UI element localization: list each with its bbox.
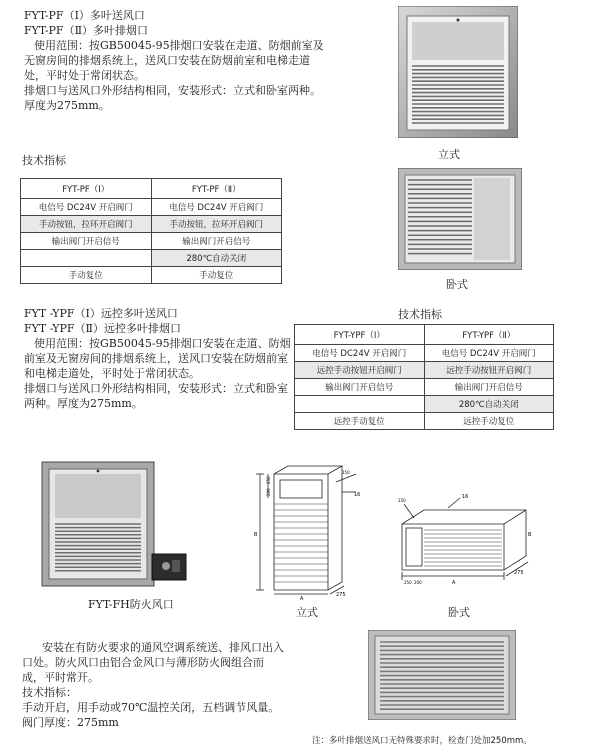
section1-paragraph-2: 排烟口与送风口外形结构相同，安装形式：立式和卧室两种。厚度为275mm。 — [24, 84, 321, 112]
table-header-cell: FYT-PF（Ⅱ） — [151, 179, 282, 199]
section1-spec-title: 技术指标 — [22, 154, 66, 167]
drawing-label: B — [254, 532, 258, 538]
table-header-row — [295, 325, 554, 345]
table-cell: 输出阀门开启信号 — [21, 233, 152, 250]
section3-paragraph-1: 安装在有防火要求的通风空调系统送、排风口出入口处。防火风口由铝合金风口与薄形防火阀组合而成，平时常开。 — [22, 641, 284, 684]
drawing-label: 16 — [462, 494, 469, 500]
section2-spec-title: 技术指标 — [398, 308, 442, 321]
section1-spec-table — [20, 178, 282, 284]
table-row — [295, 396, 554, 413]
table-cell: 电信号 DC24V 开启阀门 — [151, 199, 282, 216]
table-header-cell: FYT-YPF（Ⅰ） — [295, 325, 425, 345]
drawing-label: A — [452, 580, 456, 586]
section1-title-2: FYT-PF（Ⅱ）多叶排烟口 — [24, 24, 149, 37]
table-cell: 输出阀门开启信号 — [151, 233, 282, 250]
table-cell: 手动复位 — [151, 267, 282, 284]
footnote: 注：多叶排烟送风口无特殊要求时，检查门处加250mm。 — [312, 736, 532, 746]
drawing-label: 275 — [514, 570, 524, 576]
table-header-row — [21, 179, 282, 199]
horizontal-drawing-caption: 卧式 — [448, 606, 470, 619]
drawing-label: 200 — [266, 488, 271, 496]
table-cell: 电信号 DC24V 开启阀门 — [295, 345, 425, 362]
section2-title-2: FYT -YPF（Ⅱ）远控多叶排烟口 — [24, 322, 182, 335]
drawing-label: 16 — [354, 492, 361, 498]
section2-title-1: FYT -YPF（Ⅰ）远控多叶送风口 — [24, 307, 178, 320]
drawing-label: B — [528, 532, 532, 538]
horizontal-caption: 卧式 — [446, 278, 468, 291]
table-row — [295, 362, 554, 379]
section2-paragraph-2: 排烟口与送风口外形结构相同，安装形式：立式和卧室两种。厚度为275mm。 — [24, 382, 288, 410]
table-header-cell: FYT-PF（Ⅰ） — [21, 179, 152, 199]
table-cell: 电信号 DC24V 开启阀门 — [21, 199, 152, 216]
table-cell: 电信号 DC24V 开启阀门 — [424, 345, 554, 362]
table-row — [295, 379, 554, 396]
table-cell — [21, 250, 152, 267]
table-cell: 280℃自动关闭 — [424, 396, 554, 413]
table-cell: 手动复位 — [21, 267, 152, 284]
table-cell: 手动按钮，拉环开启阀门 — [21, 216, 152, 233]
table-cell: 280℃自动关闭 — [151, 250, 282, 267]
drawing-label: 250 — [404, 580, 412, 585]
grille-photo — [368, 630, 516, 720]
table-row — [21, 199, 282, 216]
horizontal-vent-photo — [398, 168, 522, 270]
drawing-label: 200 — [414, 580, 422, 585]
table-cell: 手动按钮，拉环开启阀门 — [151, 216, 282, 233]
fire-damper-caption: FYT-FH防火风口 — [88, 598, 174, 611]
vertical-vent-photo — [398, 6, 518, 138]
section3-spec-label: 技术指标： — [22, 686, 77, 699]
section3-spec-line: 手动开启，用手动或70℃温控关闭，五档调节风量。 — [22, 701, 280, 714]
section2-spec-table — [294, 324, 554, 430]
table-cell — [295, 396, 425, 413]
drawing-label: A — [300, 596, 304, 600]
drawing-label: 250 — [266, 476, 271, 484]
section1-title-1: FYT-PF（Ⅰ）多叶送风口 — [24, 9, 145, 22]
table-cell: 远控手动按钮开启阀门 — [295, 362, 425, 379]
table-cell: 输出阀门开启信号 — [295, 379, 425, 396]
table-cell: 输出阀门开启信号 — [424, 379, 554, 396]
section2-text — [24, 306, 292, 411]
horizontal-technical-drawing — [388, 484, 536, 588]
table-row — [295, 413, 554, 430]
table-row — [295, 345, 554, 362]
table-cell: 远控手动复位 — [295, 413, 425, 430]
section3-thickness: 阀门厚度：275mm — [22, 716, 119, 729]
table-cell: 远控手动按钮开启阀门 — [424, 362, 554, 379]
table-row — [21, 216, 282, 233]
vertical-technical-drawing — [246, 462, 376, 600]
fire-damper-photo — [40, 460, 190, 588]
vertical-drawing-caption: 立式 — [296, 606, 318, 619]
vertical-caption: 立式 — [438, 148, 460, 161]
table-header-cell: FYT-YPF（Ⅱ） — [424, 325, 554, 345]
drawing-label: 275 — [336, 592, 346, 598]
section1-paragraph-1: 使用范围：按GB50045-95排烟口安装在走道、防烟前室及无窗房间的排烟系统上，送风口安装在防烟前室和电梯走道处，平时处于常闭状态。 — [24, 39, 324, 82]
drawing-label: 150 — [398, 498, 406, 503]
table-row — [21, 267, 282, 284]
table-row — [21, 233, 282, 250]
section2-paragraph-1: 使用范围：按GB50045-95排烟口安装在走道、防烟前室及无窗房间的排烟系统上，送风口安装在防烟前室和电梯走道处，平时处于常闭状态。 — [24, 337, 291, 380]
table-row — [21, 250, 282, 267]
table-cell: 远控手动复位 — [424, 413, 554, 430]
drawing-label: 150 — [342, 470, 350, 475]
section1-text — [24, 8, 324, 113]
section3-text — [22, 640, 284, 730]
